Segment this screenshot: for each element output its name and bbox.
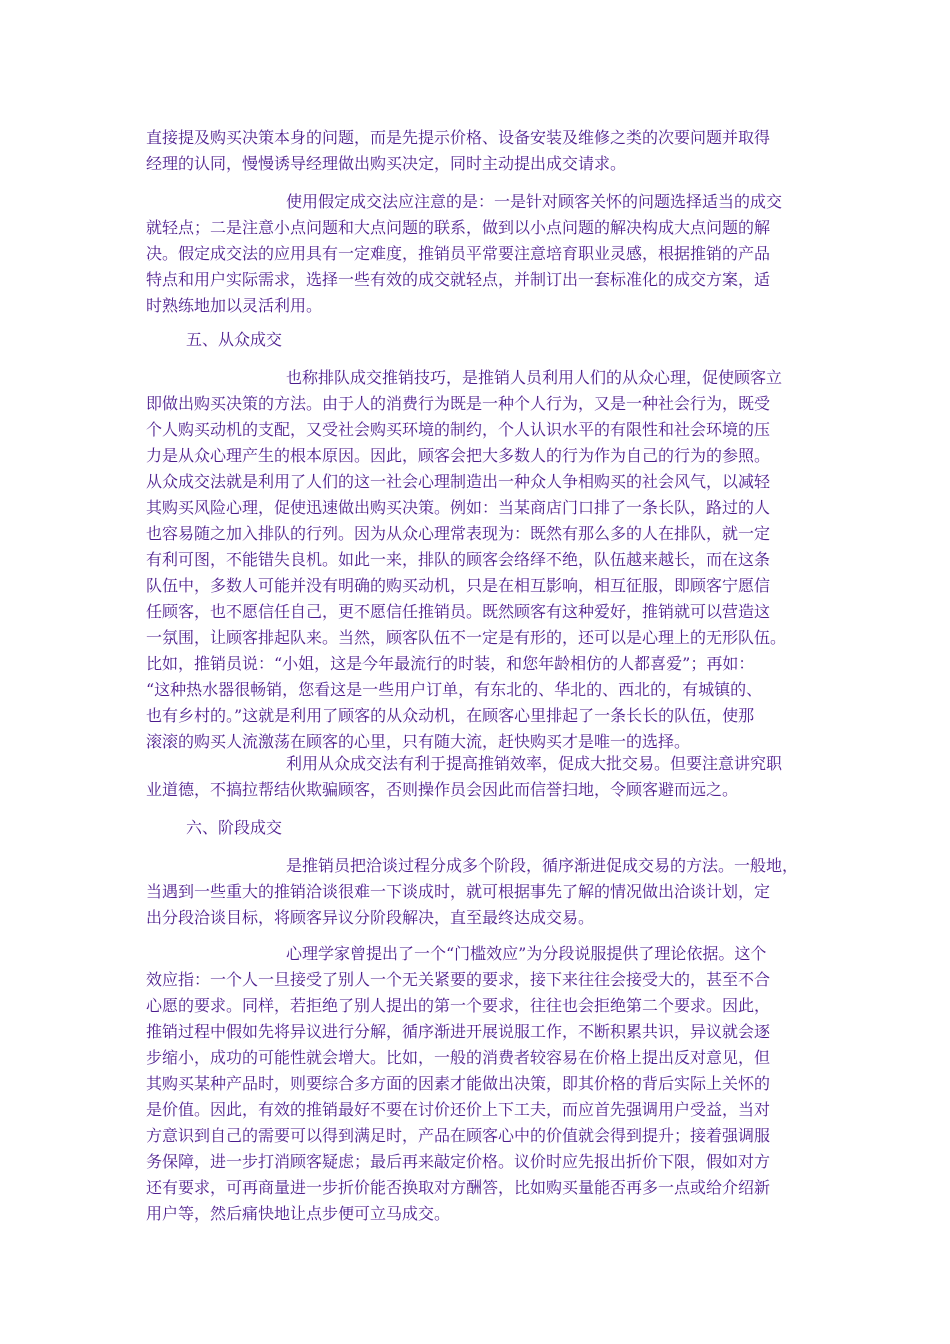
section-heading-text: 五、从众成交 (186, 330, 283, 349)
paragraph-line: 滚滚的购买人流激荡在顾客的心里，只有随大流，赶快购买才是唯一的选择。 (146, 732, 691, 751)
paragraph-line: 还有要求，可再商量进一步折价能否换取对方酬答，比如购买量能否再多一点或给介绍新 (146, 1178, 771, 1197)
paragraph-line: 用户等，然后痛快地让点步便可立马成交。 (146, 1204, 451, 1223)
section-heading-text: 六、阶段成交 (186, 818, 283, 837)
paragraph-line: 时熟练地加以灵活利用。 (146, 296, 323, 315)
paragraph-line: 心愿的要求。同样，若拒绝了别人提出的第一个要求，往往也会拒绝第二个要求。因此， (146, 996, 771, 1015)
paragraph-line: 利用从众成交法有利于提高推销效率，促成大批交易。但要注意讲究职 (286, 754, 783, 773)
paragraph-line: 有利可图，不能错失良机。如此一来，排队的顾客会络绎不绝，队伍越来越长，而在这条 (146, 550, 771, 569)
paragraph-line: 一氛围，让顾客排起队来。当然，顾客队伍不一定是有形的，还可以是心理上的无形队伍。 (146, 628, 787, 647)
paragraph-line: 出分段洽谈目标，将顾客异议分阶段解决，直至最终达成交易。 (146, 908, 595, 927)
paragraph-line: 使用假定成交法应注意的是：一是针对顾客关怀的问题选择适当的成交 (286, 192, 783, 211)
paragraph-line: 是价值。因此，有效的推销最好不要在讨价还价上下工夫，而应首先强调用户受益，当对 (146, 1100, 771, 1119)
paragraph-line: 步缩小，成功的可能性就会增大。比如，一般的消费者较容易在价格上提出反对意见，但 (146, 1048, 771, 1067)
paragraph-line: 就轻点；二是注意小点问题和大点问题的联系，做到以小点问题的解决构成大点问题的解 (146, 218, 771, 237)
paragraph-line: 个人购买动机的支配，又受社会购买环境的制约，个人认识水平的有限性和社会环境的压 (146, 420, 771, 439)
paragraph-line: 方意识到自己的需要可以得到满足时，产品在顾客心中的价值就会得到提升；接着强调服 (146, 1126, 771, 1145)
paragraph-line: 务保障，进一步打消顾客疑虑；最后再来敲定价格。议价时应先报出折价下限，假如对方 (146, 1152, 771, 1171)
paragraph-line: 特点和用户实际需求，选择一些有效的成交就轻点，并制订出一套标准化的成交方案，适 (146, 270, 771, 289)
paragraph-line: 心理学家曾提出了一个“门槛效应”为分段说服提供了理论依据。这个 (286, 944, 767, 963)
paragraph-line: 推销过程中假如先将异议进行分解，循序渐进开展说服工作，不断积累共识，异议就会逐 (146, 1022, 771, 1041)
paragraph-line: 力是从众心理产生的根本原因。因此，顾客会把大多数人的行为作为自己的行为的参照。 (146, 446, 771, 465)
paragraph-line: 从众成交法就是利用了人们的这一社会心理制造出一种众人争相购买的社会风气，以减轻 (146, 472, 771, 491)
paragraph-line: 效应指：一个人一旦接受了别人一个无关紧要的要求，接下来往往会接受大的，甚至不合 (146, 970, 771, 989)
paragraph-line: 业道德，不搞拉帮结伙欺骗顾客，否则操作员会因此而信誉扫地，令顾客避而远之。 (146, 780, 739, 799)
paragraph-line: 经理的认同，慢慢诱导经理做出购买决定，同时主动提出成交请求。 (146, 154, 627, 173)
paragraph-line: 比如，推销员说：“小姐，这是今年最流行的时装，和您年龄相仿的人都喜爱”；再如： (146, 654, 755, 673)
paragraph-line: 决。假定成交法的应用具有一定难度，推销员平常要注意培育职业灵感，根据推销的产品 (146, 244, 771, 263)
paragraph-line: 即做出购买决策的方法。由于人的消费行为既是一种个人行为，又是一种社会行为，既受 (146, 394, 771, 413)
paragraph-line: 是推销员把洽谈过程分成多个阶段，循序渐进促成交易的方法。一般地， (286, 856, 799, 875)
paragraph-line: 当遇到一些重大的推销洽谈很难一下谈成时，就可根据事先了解的情况做出洽谈计划，定 (146, 882, 771, 901)
paragraph-line: 队伍中，多数人可能并没有明确的购买动机，只是在相互影响，相互征服，即顾客宁愿信 (146, 576, 771, 595)
paragraph-line: 也有乡村的。”这就是利用了顾客的从众动机，在顾客心里排起了一条长长的队伍，使那 (146, 706, 755, 725)
paragraph-line: 任顾客，也不愿信任自己，更不愿信任推销员。既然顾客有这种爱好，推销就可以营造这 (146, 602, 771, 621)
paragraph-line: “这种热水器很畅销，您看这是一些用户订单，有东北的、华北的、西北的，有城镇的、 (146, 680, 763, 699)
paragraph-line: 也容易随之加入排队的行列。因为从众心理常表现为：既然有那么多的人在排队，就一定 (146, 524, 771, 543)
paragraph-line: 其购买某种产品时，则要综合多方面的因素才能做出决策，即其价格的背后实际上关怀的 (146, 1074, 771, 1093)
paragraph-line: 直接提及购买决策本身的问题，而是先提示价格、设备安装及维修之类的次要问题并取得 (146, 128, 771, 147)
paragraph-line: 也称排队成交推销技巧，是推销人员利用人们的从众心理，促使顾客立 (286, 368, 783, 387)
paragraph-line: 其购买风险心理，促使迅速做出购买决策。例如：当某商店门口排了一条长队，路过的人 (146, 498, 771, 517)
